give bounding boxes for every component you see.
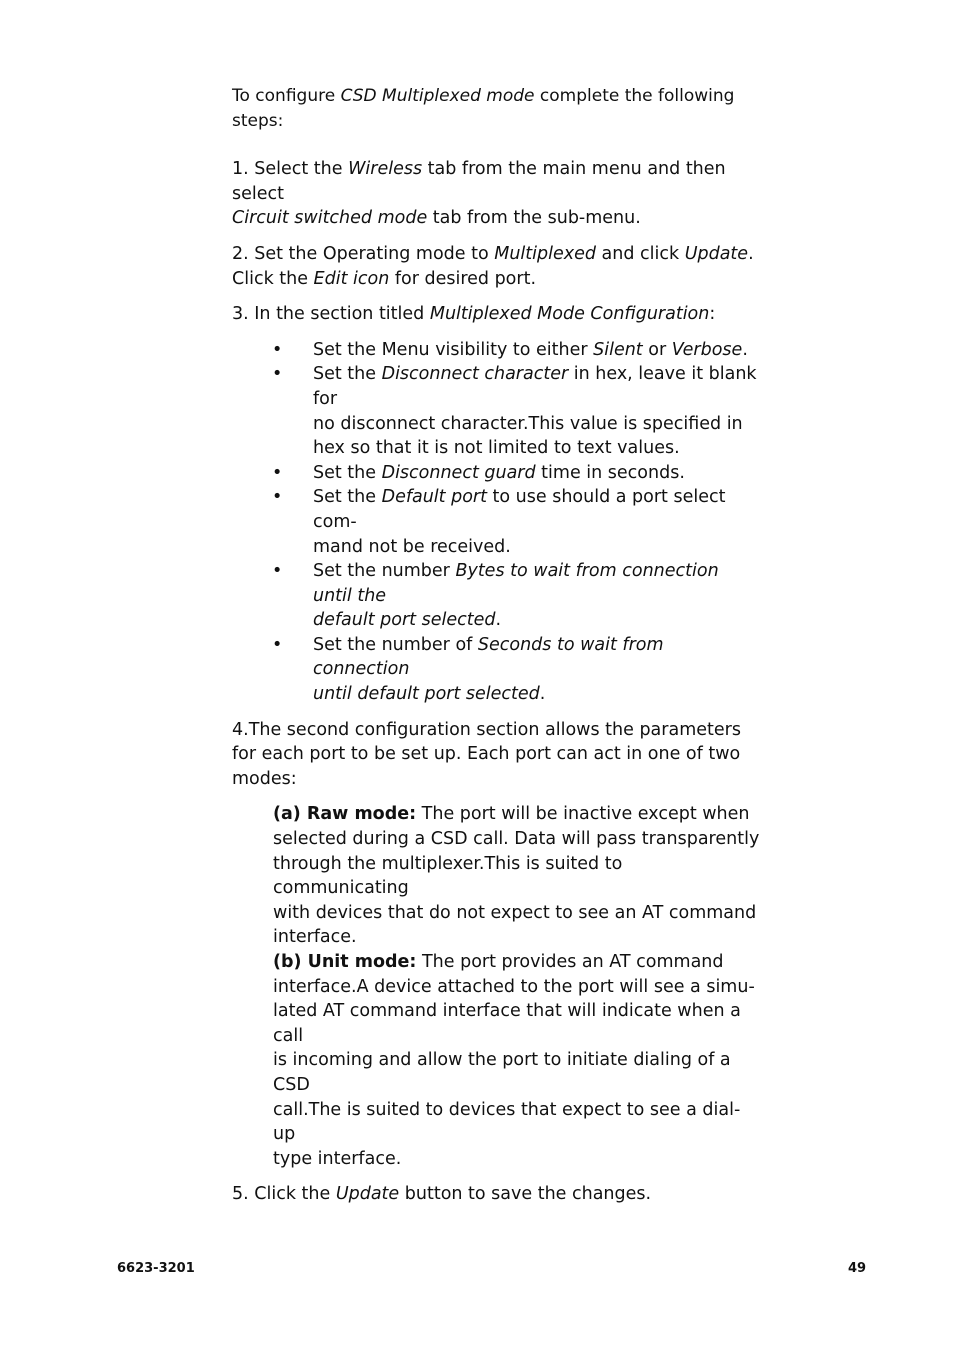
bullet-text: . [495,610,502,631]
bullet-icon: • [272,462,283,483]
bullet-text: Set the Menu visibility to either [313,339,594,360]
bullet-text: to use should a port select com- [313,487,726,532]
bullet-item-seconds-to-wait [232,633,762,707]
bullet-icon: • [272,561,283,582]
bullet-item-bytes-to-wait [232,559,762,633]
step-5-text: 5. Click the [232,1184,336,1205]
step-5 [232,1182,762,1207]
bullet-icon: • [272,634,283,655]
raw-mode-text: selected during a CSD call. Data will pass transparently [273,829,760,850]
footer-doc-number: 6623-3201 [117,1261,195,1276]
step-2-text: and click [595,243,685,264]
bullet-text: mand not be received. [313,536,511,557]
bullet-emphasis: Disconnect guard [381,462,536,483]
unit-mode-text: The port provides an AT command [416,952,724,972]
raw-mode-text: The port will be inactive except when [416,804,750,825]
bullet-text: Set the [313,487,382,508]
unit-mode-text: is incoming and allow the port to initiate dialing of a CSD [273,1050,731,1095]
step-1 [232,157,762,231]
bullet-icon: • [272,339,283,360]
step-2-text: Click the [232,268,314,289]
step-3-text: : [709,304,716,325]
step-1-emphasis: Wireless [348,159,423,180]
raw-mode-label: (a) Raw mode: [273,804,417,825]
step-4-text: 4.The second configuration section allows the parameters [232,719,741,740]
step-2-text: for desired port. [389,268,537,289]
raw-mode-text: through the multiplexer.This is suited to communicating [273,853,623,899]
bullet-icon: • [272,364,283,385]
step-4 [232,718,762,792]
bullet-text: Set the [313,364,382,385]
raw-mode-text: interface. [273,927,357,948]
page-body [232,84,762,1207]
bullet-emphasis: until default port selected [313,684,540,705]
unit-mode-description [273,950,762,1171]
bullet-text: hex so that it is not limited to text values. [313,438,680,459]
bullet-item-default-port [232,485,762,559]
unit-mode-label: (b) Unit mode: [273,952,417,972]
unit-mode-text: lated AT command interface that will indicate when a call [273,1001,741,1046]
intro-paragraph [232,84,762,133]
bullet-item-menu-visibility [232,338,762,363]
bullet-text: Set the number [313,561,456,582]
intro-emphasis: CSD Multiplexed mode [340,86,535,106]
bullet-text: time in seconds. [535,462,685,483]
unit-mode-text: call.The is suited to devices that expect to see a dial-up [273,1099,741,1145]
step-2-emphasis: Update [684,243,749,264]
step-5-emphasis: Update [335,1184,400,1205]
bullet-emphasis: default port selected [313,610,496,631]
bullet-text: or [642,339,672,360]
step-4-text: modes: [232,768,297,789]
bullet-item-disconnect-guard [232,461,762,486]
step-1-emphasis: Circuit switched mode [232,208,428,229]
bullet-text: . [539,684,546,705]
bullet-emphasis: Seconds to wait from connection [313,634,664,680]
bullet-emphasis: Verbose [671,339,743,360]
unit-mode-text: type interface. [273,1148,402,1169]
step-5-text: button to save the changes. [399,1184,652,1205]
bullet-text: in hex, leave it blank for [313,364,757,409]
step-2-text: . [748,243,754,264]
step-2 [232,242,762,291]
intro-text: complete the following steps: [232,86,735,131]
step-1-text: 1. Select the [232,159,349,180]
step-3-text: 3. In the section titled [232,304,430,325]
bullet-emphasis: Default port [381,487,487,508]
bullet-emphasis: Disconnect character [381,364,569,385]
raw-mode-text: with devices that do not expect to see an AT command [273,902,757,923]
intro-text: To configure [232,86,341,106]
step-1-text: tab from the sub-menu. [427,208,641,229]
step-4-text: for each port to be set up. Each port can act in one of two [232,744,741,765]
bullet-text: no disconnect character.This value is specified in [313,413,743,434]
step-3-bullet-list [232,338,762,707]
bullet-item-disconnect-character [232,362,762,460]
bullet-text: Set the number of [313,634,478,655]
step-2-emphasis: Multiplexed [494,243,596,264]
bullet-icon: • [272,487,283,508]
step-2-emphasis: Edit icon [313,268,390,289]
step-2-text: 2. Set the Operating mode to [232,243,495,264]
footer-page-number: 49 [848,1261,867,1276]
step-3-emphasis: Multiplexed Mode Configuration [429,304,710,325]
bullet-emphasis: Bytes to wait from connection until the [313,561,719,606]
step-1-text: tab from the main menu and then select [232,159,726,204]
bullet-text: Set the [313,462,382,483]
bullet-text: . [742,339,748,360]
unit-mode-text: interface.A device attached to the port will see a simu- [273,976,755,997]
raw-mode-description [273,802,762,950]
port-modes [273,802,762,1171]
step-3 [232,302,762,327]
bullet-emphasis: Silent [593,339,643,360]
